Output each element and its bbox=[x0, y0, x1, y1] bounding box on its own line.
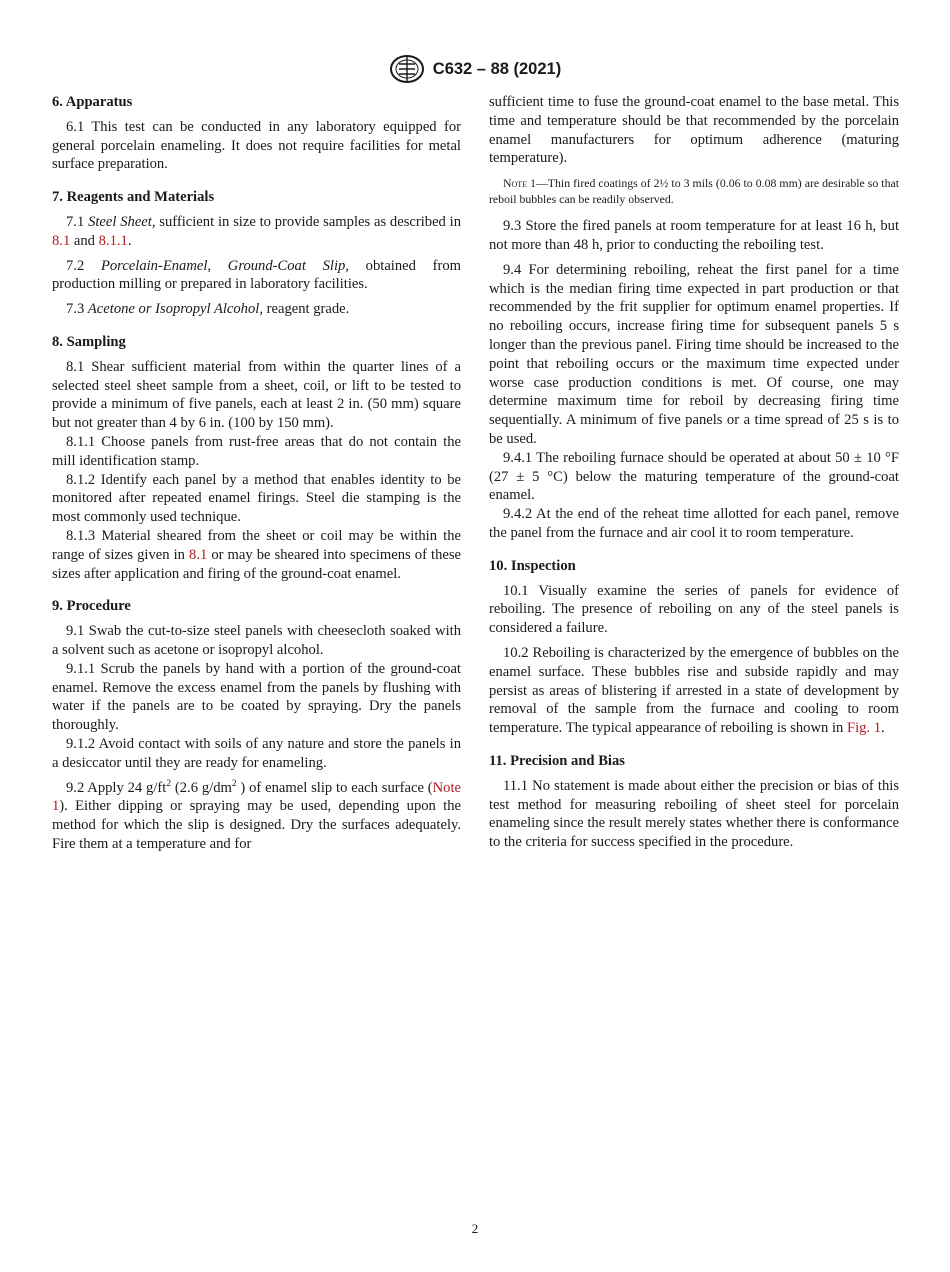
section-11-heading: 11. Precision and Bias bbox=[489, 752, 625, 769]
paragraph-9-4-1: 9.4.1 The reboiling furnace should be operated at about 50 ± 10 °F (27 ± 5 °C) below the maturing temperature of the ground-coat enamel. bbox=[489, 449, 899, 504]
paragraph-9-2-continued: sufficient time to fuse the ground-coat enamel to the base metal. This time and temperature should be that recommended by the porcelain enamel manufacturers for optimum adherence (maturing temperature). bbox=[489, 94, 899, 167]
paragraph-8-1: 8.1 Shear sufficient material from within the quarter lines of a selected steel sheet sample from a sheet, coil, or lift to be tested to provide a minimum of five panels, each at least 2 in. (50 mm) square but not greater than 4 by 6 in. (100 by 150 mm). bbox=[52, 358, 461, 432]
paragraph-9-4: 9.4 For determining reboiling, reheat the first panel for a time which is the median firing time expected in part production or that recommended by the frit supplier for optimum enamel properties. If no reboiling occurs, increase firing time for subsequent panels 5 s longer than the previous panel. Firing time should be increased to the point that reboiling occurs or the maximum time expected under worse case production conditions is met. Of course, one may determine maximum time for reboil by decreasing firing time sequentially. A minimum of five panels or a time spread of 25 s is to be used. bbox=[489, 261, 899, 447]
ref-8-1-link[interactable]: 8.1 bbox=[189, 546, 208, 563]
paragraph-9-1: 9.1 Swab the cut-to-size steel panels with cheesecloth soaked with a solvent such as acetone or isopropyl alcohol. bbox=[52, 623, 461, 658]
paragraph-11-1: 11.1 No statement is made about either the precision or bias of this test method for measuring reboiling of sheet steel for porcelain enameling since the result merely states whether there is conformance to the criteria for success specified in the procedure. bbox=[489, 777, 899, 851]
paragraph-7-3: 7.3 Acetone or Isopropyl Alcohol, reagent grade. bbox=[66, 301, 350, 318]
paragraph-8-1-3: 8.1.3 Material sheared from the sheet or coil may be within the range of sizes given in 8.1 or may be sheared into specimens of these sizes after application and firing of the ground-coat enamel. bbox=[52, 527, 461, 582]
note-1: Note 1—Thin fired coatings of 2½ to 3 mils (0.06 to 0.08 mm) are desirable so that reboil bubbles can be readily observed. bbox=[489, 176, 899, 206]
ref-fig-1-link[interactable]: Fig. 1 bbox=[846, 720, 882, 737]
ref-note-1-link[interactable]: Note 1 bbox=[52, 779, 461, 815]
left-column bbox=[52, 93, 461, 860]
right-column bbox=[489, 93, 899, 858]
paragraph-9-1-2: 9.1.2 Avoid contact with soils of any nature and store the panels in a desiccator until they are ready for enameling. bbox=[52, 735, 461, 771]
paragraph-10-1: 10.1 Visually examine the series of panels for evidence of reboiling. The presence of reboiling on any of the steel panels is considered a failure. bbox=[489, 582, 899, 637]
paragraph-8-1-1: 8.1.1 Choose panels from rust-free areas that do not contain the mill identification stamp. bbox=[52, 433, 461, 469]
paragraph-9-4-2: 9.4.2 At the end of the reheat time allotted for each panel, remove the panel from the furnace and air cool it to room temperature. bbox=[489, 506, 899, 541]
section-7-heading: 7. Reagents and Materials bbox=[52, 189, 215, 206]
ref-8-1-1-link[interactable]: 8.1.1 bbox=[98, 232, 128, 249]
section-9-heading: 9. Procedure bbox=[52, 598, 131, 615]
page-number: 2 bbox=[471, 1221, 479, 1236]
page-header bbox=[0, 52, 950, 86]
paragraph-9-2: 9.2 Apply 24 $g/ft^2$ (2.6 $g/dm^2$ ) of enamel slip to each surface (Note 1). Either dipping or spraying may be used, depending upon the method for which the slip is designed. Dry the surfaces adequately. Fire them at a temperature and for bbox=[52, 778, 461, 852]
paragraph-7-1: 7.1 Steel Sheet, sufficient in size to provide samples as described in 8.1 and 8.1.1. bbox=[52, 213, 461, 249]
paragraph-8-1-2: 8.1.2 Identify each panel by a method that enables identity to be monitored after repeated enamel firings. Steel die stamping is the most commonly used technique. bbox=[52, 471, 461, 526]
paragraph-7-2: 7.2 Porcelain-Enamel, Ground-Coat Slip, obtained from production milling or prepared in laboratory facilities. bbox=[52, 257, 462, 293]
document-designation: C632 – 88 (2021) bbox=[432, 59, 562, 78]
paragraph-6-1: 6.1 This test can be conducted in any laboratory equipped for general porcelain enameling. It does not require facilities for metal surface preparation. bbox=[52, 118, 461, 173]
paragraph-9-3: 9.3 Store the fired panels at room temperature for at least 16 h, but not more than 48 h, prior to conducting the reboiling test. bbox=[489, 218, 899, 253]
paragraph-10-2: 10.2 Reboiling is characterized by the emergence of bubbles on the enamel surface. These bubbles rise and subside rapidly and may persist as areas of blistering if arrested in a state of development by removal of the sample from the furnace and cooling to room temperature. The typical appearance of reboiling is shown in Fig. 1. bbox=[489, 644, 899, 737]
paragraph-9-1-1: 9.1.1 Scrub the panels by hand with a portion of the ground-coat enamel. Remove the excess enamel from the panels by flushing with water if the panels are to be coated by spraying. Dry the panels thoroughly. bbox=[52, 660, 461, 734]
section-8-heading: 8. Sampling bbox=[52, 333, 126, 350]
astm-logo-icon bbox=[389, 54, 425, 84]
section-10-heading: 10. Inspection bbox=[489, 557, 576, 574]
ref-8-1-link[interactable]: 8.1 bbox=[52, 232, 71, 249]
section-6-heading: 6. Apparatus bbox=[52, 94, 133, 110]
